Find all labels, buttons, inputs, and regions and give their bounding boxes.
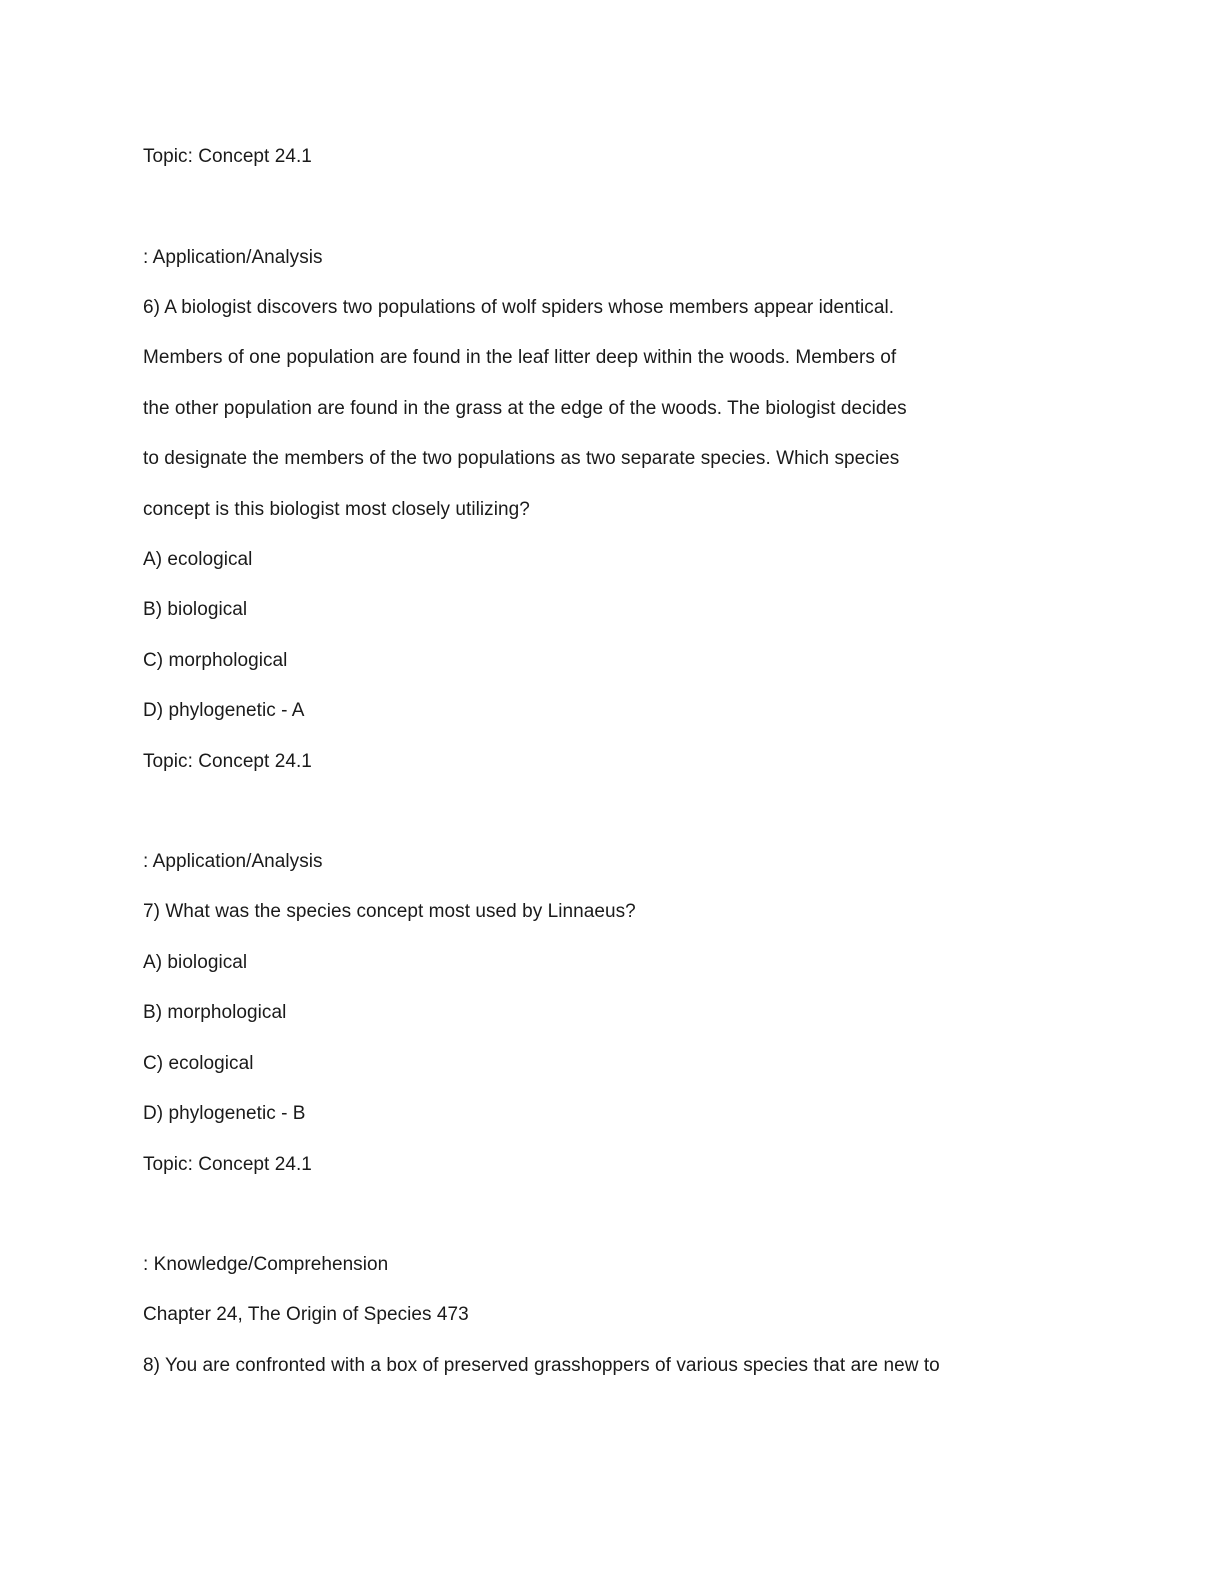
question-7-text: 7) What was the species concept most used by Linnaeus?: [143, 901, 636, 922]
topic-line: Topic: Concept 24.1: [143, 1154, 312, 1175]
skill-line: : Application/Analysis: [143, 247, 323, 268]
question-6-text: concept is this biologist most closely utilizing?: [143, 499, 530, 520]
answer-option: C) morphological: [143, 650, 288, 671]
answer-option: D) phylogenetic - A: [143, 700, 305, 721]
answer-option: A) ecological: [143, 549, 253, 570]
question-6-text: to designate the members of the two populations as two separate species. Which species: [143, 448, 900, 469]
question-6-text: the other population are found in the grass at the edge of the woods. The biologist decides: [143, 398, 907, 419]
skill-line: : Application/Analysis: [143, 851, 323, 872]
answer-option: B) morphological: [143, 1002, 287, 1023]
chapter-footer: Chapter 24, The Origin of Species 473: [143, 1304, 469, 1325]
answer-option: A) biological: [143, 952, 248, 973]
answer-option: C) ecological: [143, 1053, 254, 1074]
question-8-text: 8) You are confronted with a box of preserved grasshoppers of various species that are new to: [143, 1355, 940, 1376]
skill-line: : Knowledge/Comprehension: [143, 1254, 389, 1275]
answer-option: B) biological: [143, 599, 248, 620]
question-6-text: Members of one population are found in the leaf litter deep within the woods. Members of: [143, 347, 897, 368]
answer-option: D) phylogenetic - B: [143, 1103, 306, 1124]
topic-line: Topic: Concept 24.1: [143, 751, 312, 772]
question-6-text: 6) A biologist discovers two populations of wolf spiders whose members appear identical.: [143, 297, 895, 318]
topic-line: Topic: Concept 24.1: [143, 146, 312, 167]
